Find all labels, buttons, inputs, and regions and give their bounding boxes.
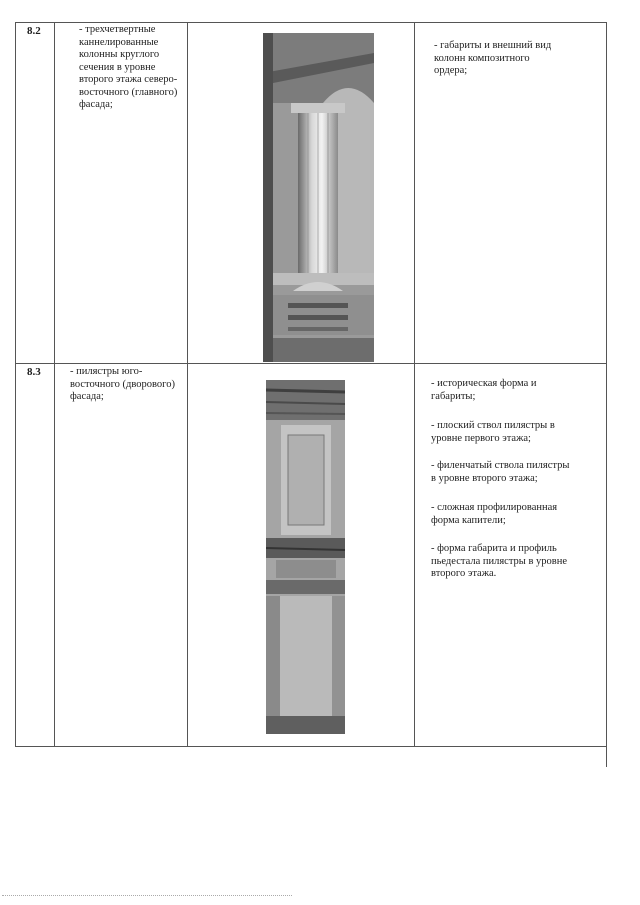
table-column-divider-3 <box>414 22 415 747</box>
table-left-border <box>15 22 16 747</box>
row-number: 8.3 <box>27 366 41 378</box>
table-bottom-border <box>15 746 607 747</box>
table-top-border <box>15 22 607 23</box>
row-requirement: - историческая форма и габариты; <box>431 378 537 402</box>
table-column-divider-1 <box>54 22 55 747</box>
row-requirement: - филенчатый ствола пилястры в уровне второго этажа; <box>431 460 570 484</box>
row-requirement: - форма габарита и профиль пьедестала пилястры в уровне второго этажа. <box>431 543 568 579</box>
pilaster-photo <box>266 380 345 734</box>
table-column-divider-2 <box>187 22 188 747</box>
row-requirement: - сложная профилированная форма капители; <box>431 502 558 526</box>
row-subject: - пилястры юго- восточного (дворового) фасада; <box>70 366 175 402</box>
row-subject: - трехчетвертные каннелированные колонны круглого сечения в уровне второго этажа северо- восточного (главного) фасада; <box>79 24 178 110</box>
table-right-border <box>606 22 607 767</box>
row-requirement: - габариты и внешний вид колонн композитного ордера; <box>434 40 552 76</box>
row-requirement: - плоский ствол пилястры в уровне первого этажа; <box>431 420 555 444</box>
row-number: 8.2 <box>27 25 41 37</box>
footer-rule <box>2 895 292 897</box>
column-photo <box>263 33 374 362</box>
table-row-divider <box>15 363 607 364</box>
